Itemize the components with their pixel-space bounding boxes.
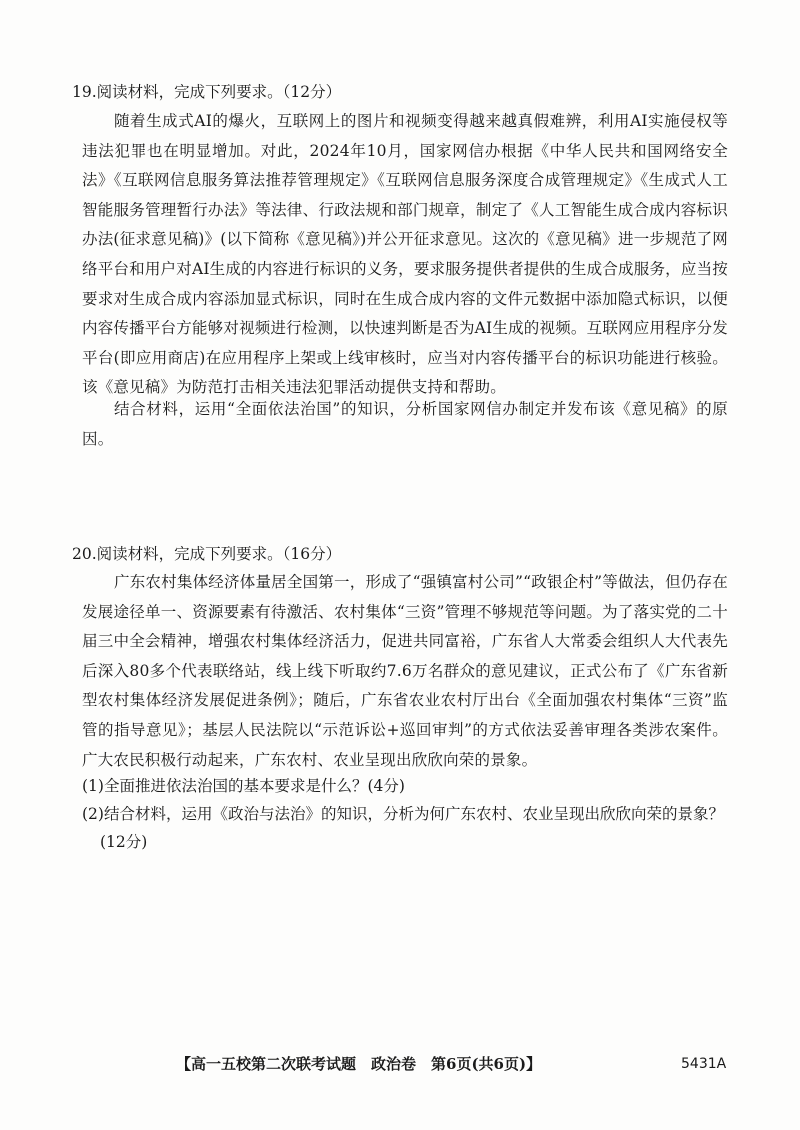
question-20-material: 广东农村集体经济体量居全国第一，形成了“强镇富村公司”“政银企村”等做法，但仍存在发展途径单一、资源要素有待激活、农村集体“三资”管理不够规范等问题。为了落实党的二十届三中全会精神，增强农村集体经济活力，促进共同富裕，广东省人大常委会组织人大代表先后深入80多个代表联络站，线上线下听取约7.6万名群众的意见建议，正式公布了《广东省新型农村集体经济发展促进条例》；随后，广东省农业农村厅出台《全面加强农村集体“三资”监管的指导意见》；基层人民法院以“示范诉讼+巡回审判”的方式依法妥善审理各类涉农案件。广大农民积极行动起来，广东农村、农业呈现出欣欣向荣的景象。 — [82, 573, 728, 769]
question-19-task: 结合材料，运用“全面依法治国”的知识，分析国家网信办制定并发布该《意见稿》的原因。 — [82, 400, 728, 448]
question-20-subquestion-2: (2)结合材料，运用《政治与法治》的知识，分析为何广东农村、农业呈现出欣欣向荣的景象？ — [82, 805, 724, 823]
question-19-heading: 19.阅读材料，完成下列要求。（12分） — [72, 83, 342, 101]
question-20-heading: 20.阅读材料，完成下列要求。（16分） — [72, 545, 342, 563]
question-19-material: 随着生成式AI的爆火，互联网上的图片和视频变得越来越真假难辨，利用AI实施侵权等违法犯罪也在明显增加。对此，2024年10月，国家网信办根据《中华人民共和国网络安全法》《互联网信息服务算法推荐管理规定》《互联网信息服务深度合成管理规定》《生成式人工智能服务管理暂行办法》等法律、行政法规和部门规章，制定了《人工智能生成合成内容标识办法(征求意见稿)》(以下简称《意见稿》)并公开征求意见。这次的《意见稿》进一步规范了网络平台和用户对AI生成的内容进行标识的义务，要求服务提供者提供的生成合成服务，应当按要求对生成合成内容添加显式标识，同时在生成合成内容的文件元数据中添加隐式标识，以便内容传播平台方能够对视频进行检测，以快速判断是否为AI生成的视频。互联网应用程序分发平台(即应用商店)在应用程序上架或上线审核时，应当对内容传播平台的标识功能进行核验。该《意见稿》为防范打击相关违法犯罪活动提供支持和帮助。 — [82, 112, 728, 397]
page-footer — [0, 1052, 800, 1076]
question-20-subquestion-1: (1)全面推进依法治国的基本要求是什么？(4分) — [82, 777, 405, 795]
footer-exam-title: 【高一五校第二次联考试题 政治卷 第6页(共6页)】 — [176, 1055, 542, 1073]
question-20-subquestion-2-score: (12分) — [100, 833, 148, 851]
footer-paper-code: 5431A — [681, 1056, 727, 1072]
